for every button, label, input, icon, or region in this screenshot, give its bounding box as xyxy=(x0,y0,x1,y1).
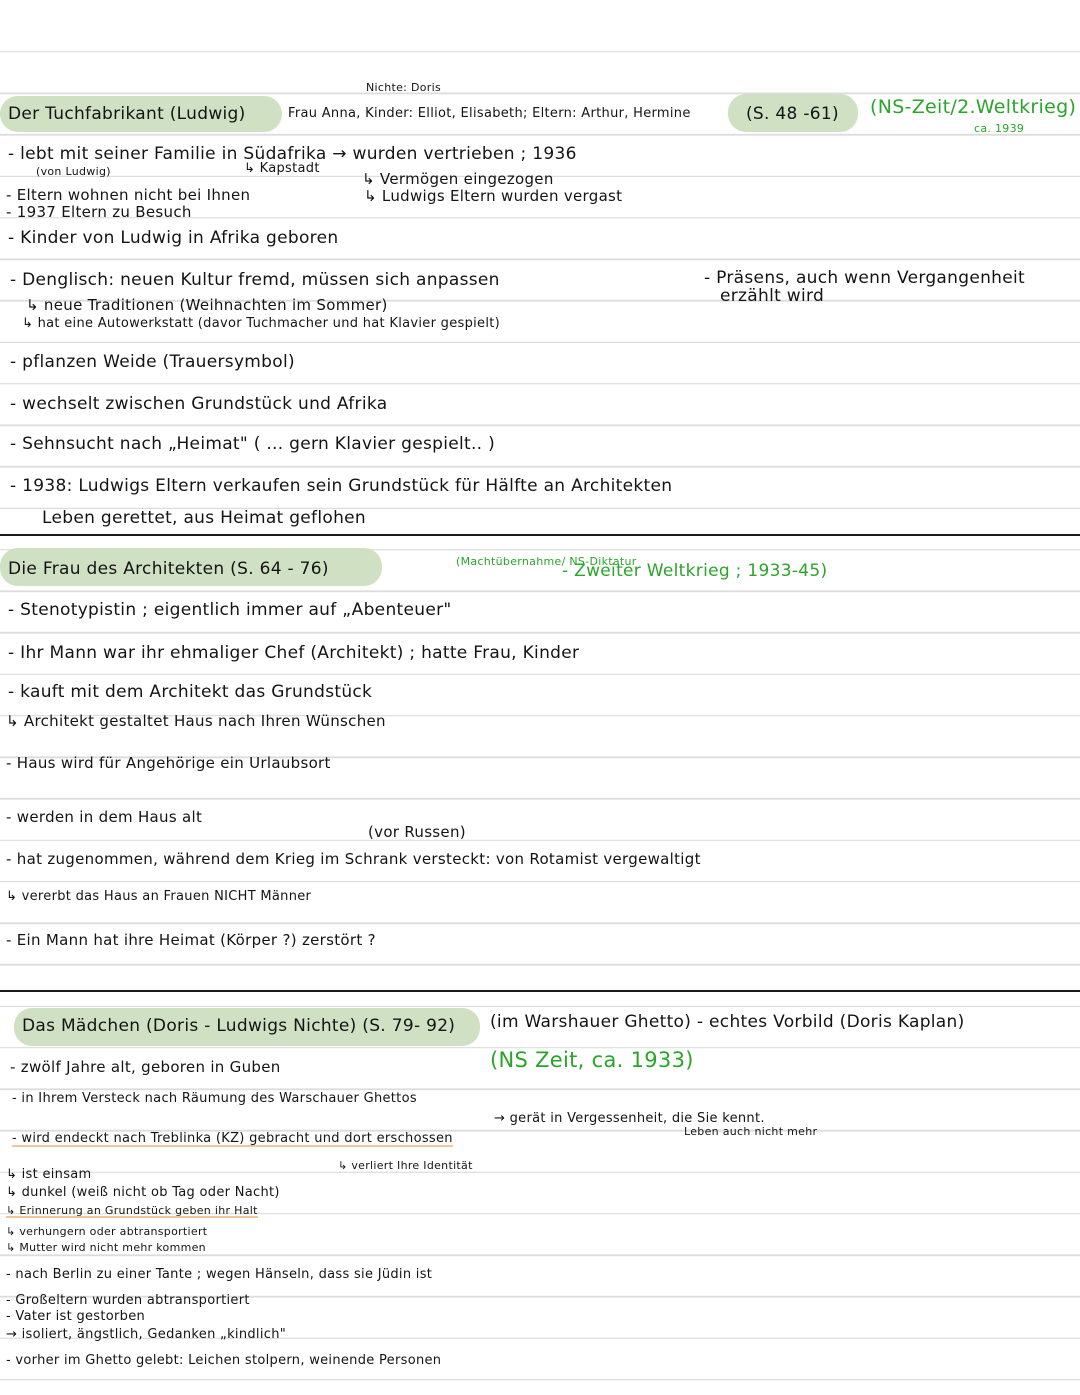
section3-model-note: (im Warshauer Ghetto) - echtes Vorbild (Doris Kaplan) xyxy=(490,1012,965,1032)
line: - kauft mit dem Architekt das Grundstück xyxy=(8,682,373,702)
line: (von Ludwig) xyxy=(36,165,111,178)
line: - vorher im Ghetto gelebt: Leichen stolpern, weinende Personen xyxy=(6,1353,442,1368)
line: - werden in dem Haus alt xyxy=(6,808,203,826)
line: - Vater ist gestorben xyxy=(6,1309,146,1324)
line: → gerät in Vergessenheit, die Sie kennt. xyxy=(494,1111,765,1126)
line: Leben gerettet, aus Heimat geflohen xyxy=(42,508,366,528)
section-divider xyxy=(0,990,1080,992)
line: ↳ verhungern oder abtransportiert xyxy=(6,1225,208,1238)
section1-title: Der Tuchfabrikant (Ludwig) xyxy=(8,104,246,124)
line: ↳ Ludwigs Eltern wurden vergast xyxy=(364,187,623,205)
line: ↳ hat eine Autowerkstatt (davor Tuchmacher und hat Klavier gespielt) xyxy=(22,316,501,331)
section2-era: - Zweiter Weltkrieg ; 1933-45) xyxy=(562,561,828,581)
line: ↳ Architekt gestaltet Haus nach Ihren Wünschen xyxy=(6,712,386,730)
section2-era-small: (Machtübernahme/ NS-Diktatur xyxy=(456,555,637,568)
line: - Kinder von Ludwig in Afrika geboren xyxy=(8,228,339,248)
line: → isoliert, ängstlich, Gedanken „kindlich" xyxy=(6,1327,287,1342)
section3-era: (NS Zeit, ca. 1933) xyxy=(490,1048,694,1072)
section3-title: Das Mädchen (Doris - Ludwigs Nichte) (S. 79- 92) xyxy=(22,1016,456,1036)
line: ↳ Vermögen eingezogen xyxy=(362,170,554,188)
line: - Eltern wohnen nicht bei Ihnen xyxy=(6,186,251,204)
line: - Haus wird für Angehörige ein Urlaubsort xyxy=(6,754,331,772)
line: ↳ verliert Ihre Identität xyxy=(338,1159,473,1172)
line: - pflanzen Weide (Trauersymbol) xyxy=(10,352,295,372)
line: - wechselt zwischen Grundstück und Afrika xyxy=(10,394,388,414)
section1-era-year: ca. 1939 xyxy=(974,122,1025,135)
line: ↳ ist einsam xyxy=(6,1167,92,1182)
line: - nach Berlin zu einer Tante ; wegen Hänseln, dass sie Jüdin ist xyxy=(6,1267,433,1282)
line: ↳ Mutter wird nicht mehr kommen xyxy=(6,1241,206,1254)
line: (vor Russen) xyxy=(368,823,466,841)
line: - hat zugenommen, während dem Krieg im Schrank versteckt: von Rotamist vergewaltigt xyxy=(6,850,701,868)
line: Leben auch nicht mehr xyxy=(684,1125,818,1138)
line: ↳ dunkel (weiß nicht ob Tag oder Nacht) xyxy=(6,1185,280,1200)
section1-pages: (S. 48 -61) xyxy=(746,104,839,124)
niece-note: Nichte: Doris xyxy=(366,81,441,94)
side-note: - Präsens, auch wenn Vergangenheit xyxy=(704,268,1025,288)
line: - in Ihrem Versteck nach Räumung des Warschauer Ghettos xyxy=(12,1091,417,1106)
line: - 1938: Ludwigs Eltern verkaufen sein Grundstück für Hälfte an Architekten xyxy=(10,476,673,496)
line: ↳ vererbt das Haus an Frauen NICHT Männer xyxy=(6,889,312,904)
side-note: erzählt wird xyxy=(720,286,825,306)
line: - wird endeckt nach Treblinka (KZ) gebracht und dort erschossen xyxy=(12,1131,453,1146)
line: ↳ neue Traditionen (Weihnachten im Sommer) xyxy=(26,296,388,314)
line: - zwölf Jahre alt, geboren in Guben xyxy=(10,1058,281,1076)
section-divider xyxy=(0,534,1080,536)
section2-title: Die Frau des Architekten (S. 64 - 76) xyxy=(8,559,329,579)
line: - Denglisch: neuen Kultur fremd, müssen sich anpassen xyxy=(10,270,500,290)
line: ↳ Kapstadt xyxy=(244,161,320,176)
line: - Ein Mann hat ihre Heimat (Körper ?) zerstört ? xyxy=(6,931,376,949)
line: - Großeltern wurden abtransportiert xyxy=(6,1293,250,1308)
line: - Stenotypistin ; eigentlich immer auf „Abenteuer" xyxy=(8,600,452,620)
line: - lebt mit seiner Familie in Südafrika → wurden vertrieben ; 1936 xyxy=(8,144,577,164)
line: ↳ Erinnerung an Grundstück geben ihr Halt xyxy=(6,1204,258,1217)
line: - Ihr Mann war ihr ehmaliger Chef (Architekt) ; hatte Frau, Kinder xyxy=(8,643,580,663)
section1-era: (NS-Zeit/2.Weltkrieg) xyxy=(870,96,1077,118)
line: - Sehnsucht nach „Heimat" ( ... gern Klavier gespielt.. ) xyxy=(10,434,496,454)
section1-family: Frau Anna, Kinder: Elliot, Elisabeth; Eltern: Arthur, Hermine xyxy=(288,106,691,121)
line: - 1937 Eltern zu Besuch xyxy=(6,203,192,221)
